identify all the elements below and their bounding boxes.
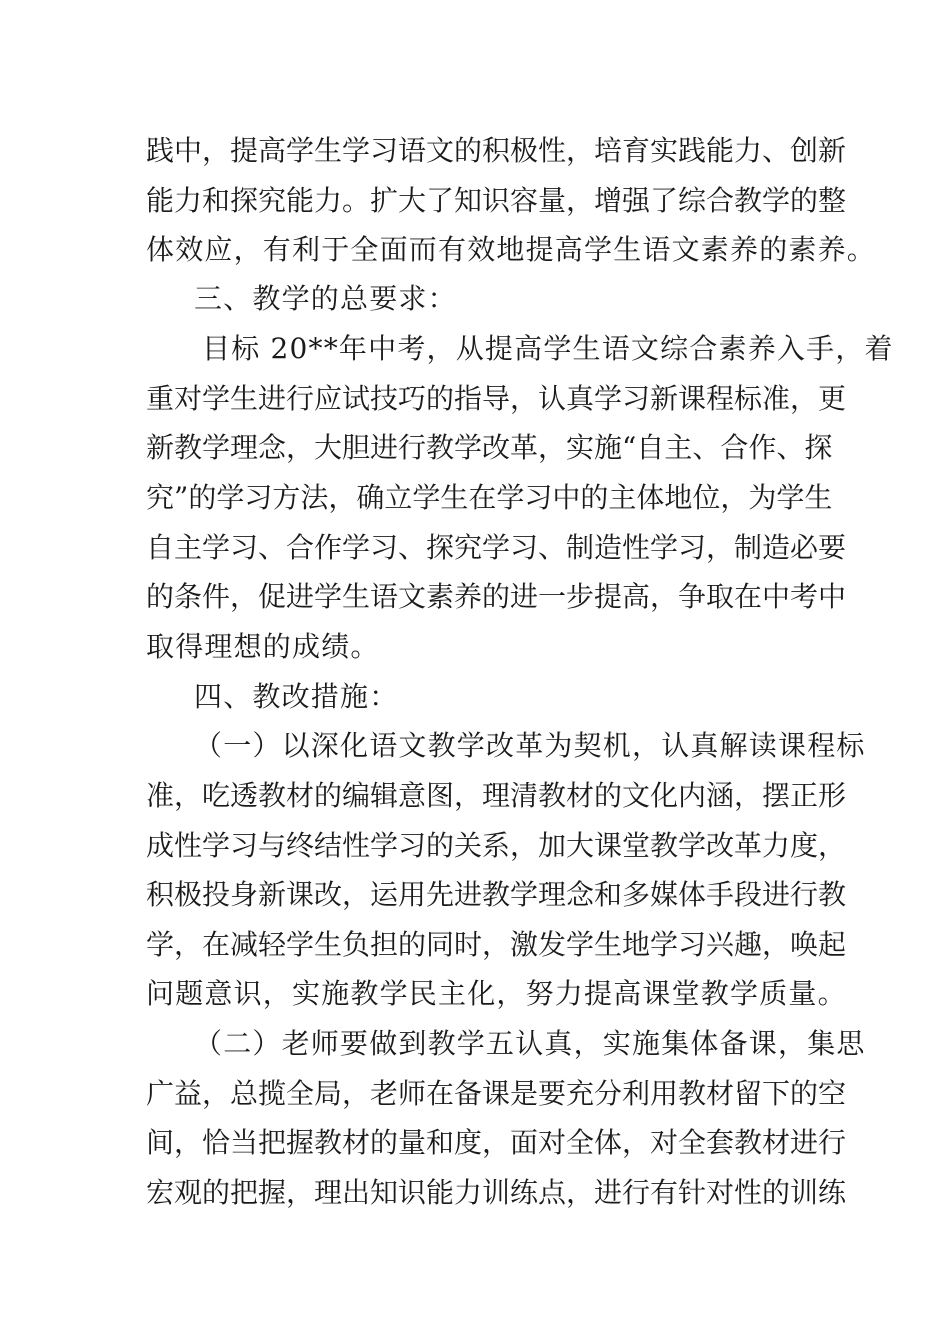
text-line: 取得理想的成绩。 [146, 630, 380, 663]
text-line: （一）以深化语文教学改革为契机，认真解读课程标 [194, 729, 866, 762]
section-heading: 四、教改措施： [194, 680, 399, 713]
text-line: 体效应，有利于全面而有效地提高学生语文素养的素养。 [146, 233, 877, 266]
text-line: 成性学习与终结性学习的关系，加大课堂教学改革力度， [146, 829, 847, 862]
text-line: 积极投身新课改，运用先进教学理念和多媒体手段进行教 [146, 878, 847, 911]
text-line: 究”的学习方法，确立学生在学习中的主体地位，为学生 [146, 481, 833, 514]
text-line: 重对学生进行应试技巧的指导，认真学习新课程标准，更 [146, 382, 847, 415]
text-line: （二）老师要做到教学五认真，实施集体备课，集思 [194, 1027, 866, 1060]
text-line: 准，吃透教材的编辑意图，理清教材的文化内涵，摆正形 [146, 779, 847, 812]
text-line: 问题意识，实施教学民主化，努力提高课堂教学质量。 [146, 977, 847, 1010]
section-heading: 三、教学的总要求： [194, 282, 457, 315]
text-line: 的条件，促进学生语文素养的进一步提高，争取在中考中 [146, 580, 847, 613]
text-line: 践中，提高学生学习语文的积极性，培育实践能力、创新 [146, 134, 847, 167]
text-line: 间，恰当把握教材的量和度，面对全体，对全套教材进行 [146, 1126, 847, 1159]
text-line: 能力和探究能力。扩大了知识容量，增强了综合教学的整 [146, 184, 847, 217]
text-line: 自主学习、合作学习、探究学习、制造性学习，制造必要 [146, 531, 847, 564]
text-line: 广益，总揽全局，老师在备课是要充分利用教材留下的空 [146, 1077, 847, 1110]
text-line: 新教学理念，大胆进行教学改革，实施“自主、合作、探 [146, 431, 833, 464]
text-line: 宏观的把握，理出知识能力训练点，进行有针对性的训练 [146, 1176, 847, 1209]
text-line: 目标 20**年中考，从提高学生语文综合素养入手，着 [202, 332, 894, 365]
text-line: 学，在减轻学生负担的同时，激发学生地学习兴趣，唤起 [146, 928, 847, 961]
